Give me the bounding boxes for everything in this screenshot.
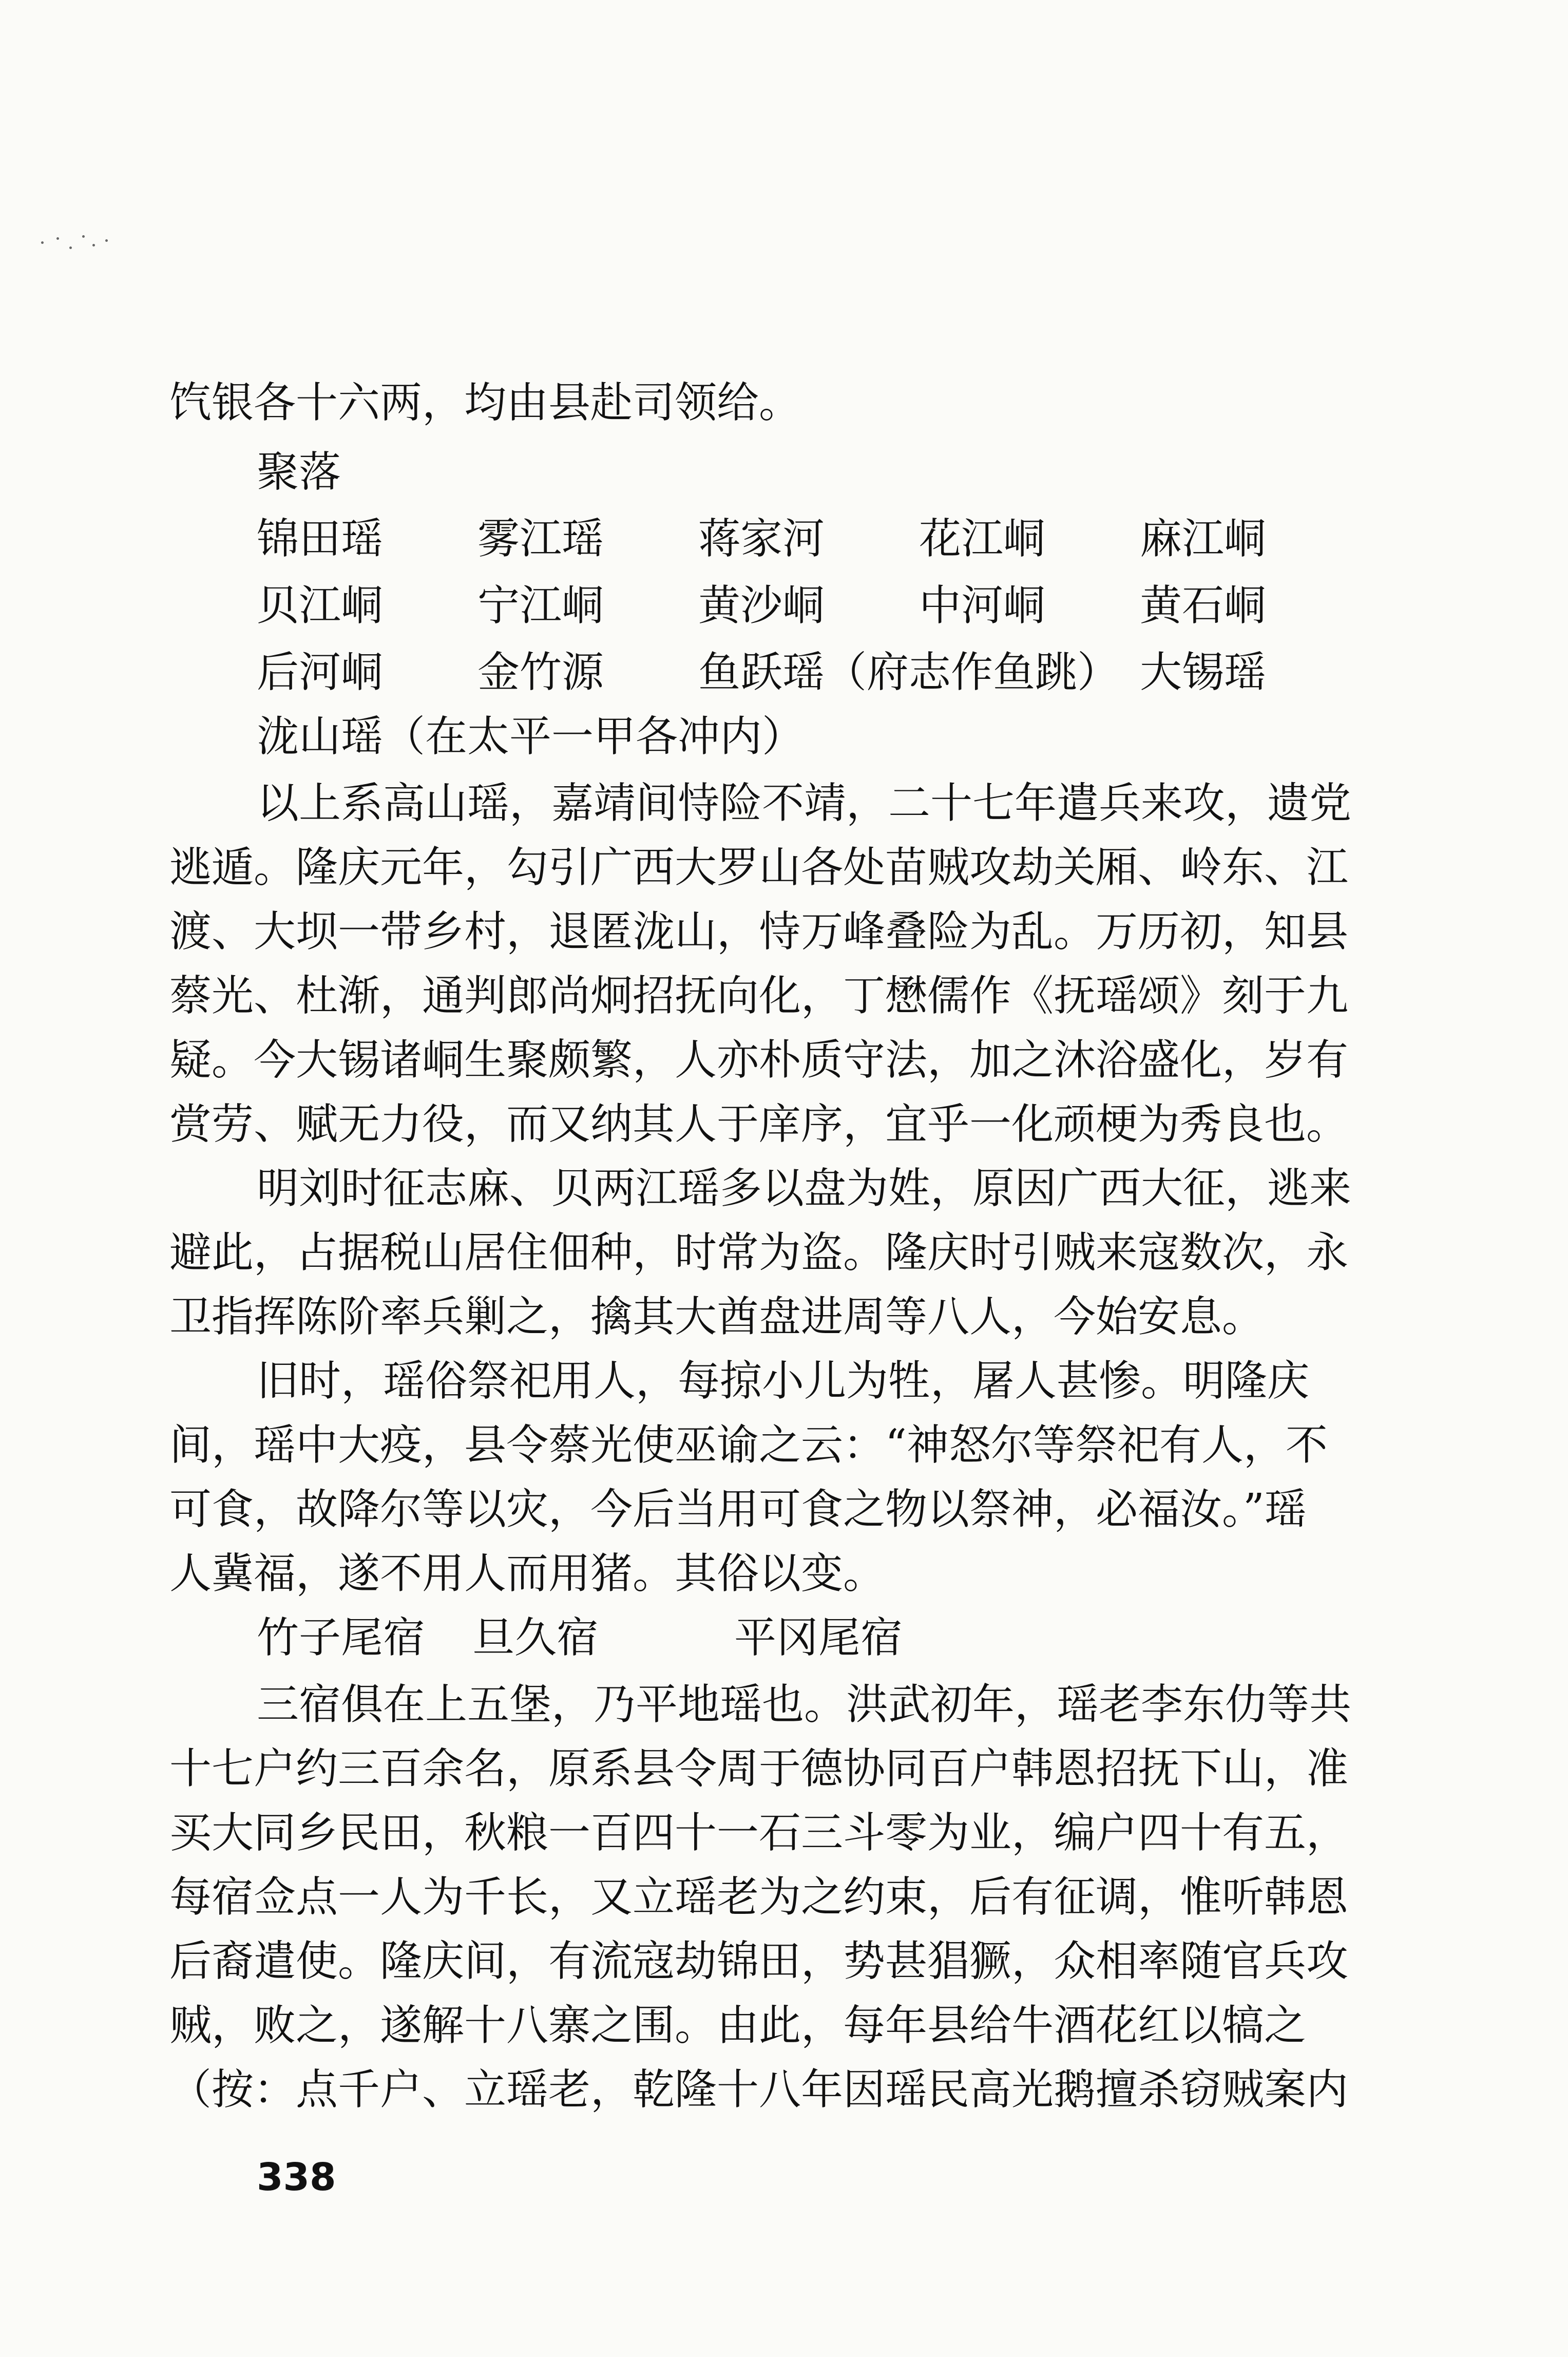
settlement-row bbox=[257, 647, 1402, 698]
settlement-row bbox=[257, 1612, 1402, 1664]
settlement-name: 金竹源 bbox=[477, 648, 604, 697]
text-line: 卫指挥陈阶率兵剿之，擒其大酋盘进周等八人，今始安息。 bbox=[169, 1292, 1265, 1341]
settlement-row bbox=[257, 580, 1402, 632]
settlement-name: 中河峒 bbox=[919, 581, 1046, 630]
page-number: 338 bbox=[257, 2155, 336, 2199]
settlement-name: 黄沙峒 bbox=[698, 581, 825, 630]
scan-specks bbox=[41, 226, 113, 257]
text-line: 逃遁。隆庆元年，勾引广西大罗山各处苗贼攻劫关厢、岭东、江 bbox=[169, 843, 1349, 892]
text-line: 可食，故降尔等以灾，今后当用可食之物以祭神，必福汝。”瑶 bbox=[169, 1485, 1307, 1534]
settlement-name: 鱼跃瑶（府志作鱼跳） bbox=[698, 648, 1120, 697]
text-line: 避此，占据税山居住佃种，时常为盗。隆庆时引贼来寇数次，永 bbox=[169, 1228, 1349, 1277]
text-line: 饩银各十六两，均由县赴司领给。 bbox=[169, 378, 801, 427]
settlement-name: 竹子尾宿 bbox=[257, 1613, 426, 1662]
settlement-name: 宁江峒 bbox=[477, 581, 604, 630]
text-line: 十七户约三百余名，原系县令周于德协同百户韩恩招抚下山，准 bbox=[169, 1744, 1349, 1793]
text-line: （按：点千户、立瑶老，乾隆十八年因瑶民高光鹅擅杀窃贼案内 bbox=[169, 2065, 1349, 2114]
text-line: 人冀福，遂不用人而用猪。其俗以变。 bbox=[169, 1549, 886, 1598]
settlement-name: 蒋家河 bbox=[698, 515, 825, 563]
settlement-name: 大锡瑶 bbox=[1140, 648, 1267, 697]
settlement-name: 黄石峒 bbox=[1140, 581, 1267, 630]
settlement-row bbox=[257, 514, 1402, 565]
text-line: 每宿佥点一人为千长，又立瑶老为之约束，后有征调，惟听韩恩 bbox=[169, 1873, 1349, 1922]
text-line: 以上系高山瑶，嘉靖间恃险不靖，二十七年遣兵来攻，遗党 bbox=[257, 779, 1352, 828]
settlement-name: 后河峒 bbox=[257, 648, 384, 697]
settlement-name: 贝江峒 bbox=[257, 581, 384, 630]
text-line: 买大同乡民田，秋粮一百四十一石三斗零为业，编户四十有五， bbox=[169, 1809, 1349, 1857]
settlement-name: 锦田瑶 bbox=[257, 515, 384, 563]
text-line: 疑。今大锡诸峒生聚颇繁，人亦朴质守法，加之沐浴盛化，岁有 bbox=[169, 1036, 1349, 1085]
text-line: 泷山瑶（在太平一甲各冲内） bbox=[257, 712, 805, 761]
settlement-name: 平冈尾宿 bbox=[734, 1613, 903, 1662]
settlement-name: 雾江瑶 bbox=[477, 515, 604, 563]
text-line: 蔡光、杜渐，通判郎尚炯招抚向化，丁懋儒作《抚瑶颂》刻于九 bbox=[169, 972, 1349, 1020]
settlement-name: 麻江峒 bbox=[1140, 515, 1267, 563]
text-line: 旧时，瑶俗祭祀用人，每掠小儿为牲，屠人甚惨。明隆庆 bbox=[257, 1357, 1310, 1405]
text-line: 渡、大坝一带乡村，退匿泷山，恃万峰叠险为乱。万历初，知县 bbox=[169, 907, 1349, 956]
section-heading: 聚落 bbox=[257, 448, 341, 497]
text-line: 三宿俱在上五堡，乃平地瑶也。洪武初年，瑶老李东仂等共 bbox=[257, 1680, 1352, 1729]
text-line: 赏劳、赋无力役，而又纳其人于庠序，宜乎一化顽梗为秀良也。 bbox=[169, 1100, 1349, 1149]
text-line: 贼，败之，遂解十八寨之围。由此，每年县给牛酒花红以犒之 bbox=[169, 2001, 1307, 2050]
text-line: 间，瑶中大疫，县令蔡光使巫谕之云：“神怒尔等祭祀有人，不 bbox=[169, 1421, 1328, 1470]
text-line: 明刘时征志麻、贝两江瑶多以盘为姓，原因广西大征，逃来 bbox=[257, 1164, 1352, 1213]
settlement-name: 旦久宿 bbox=[472, 1613, 599, 1662]
settlement-name: 花江峒 bbox=[919, 515, 1046, 563]
text-line: 后裔遣使。隆庆间，有流寇劫锦田，势甚猖獗，众相率随官兵攻 bbox=[169, 1937, 1349, 1986]
